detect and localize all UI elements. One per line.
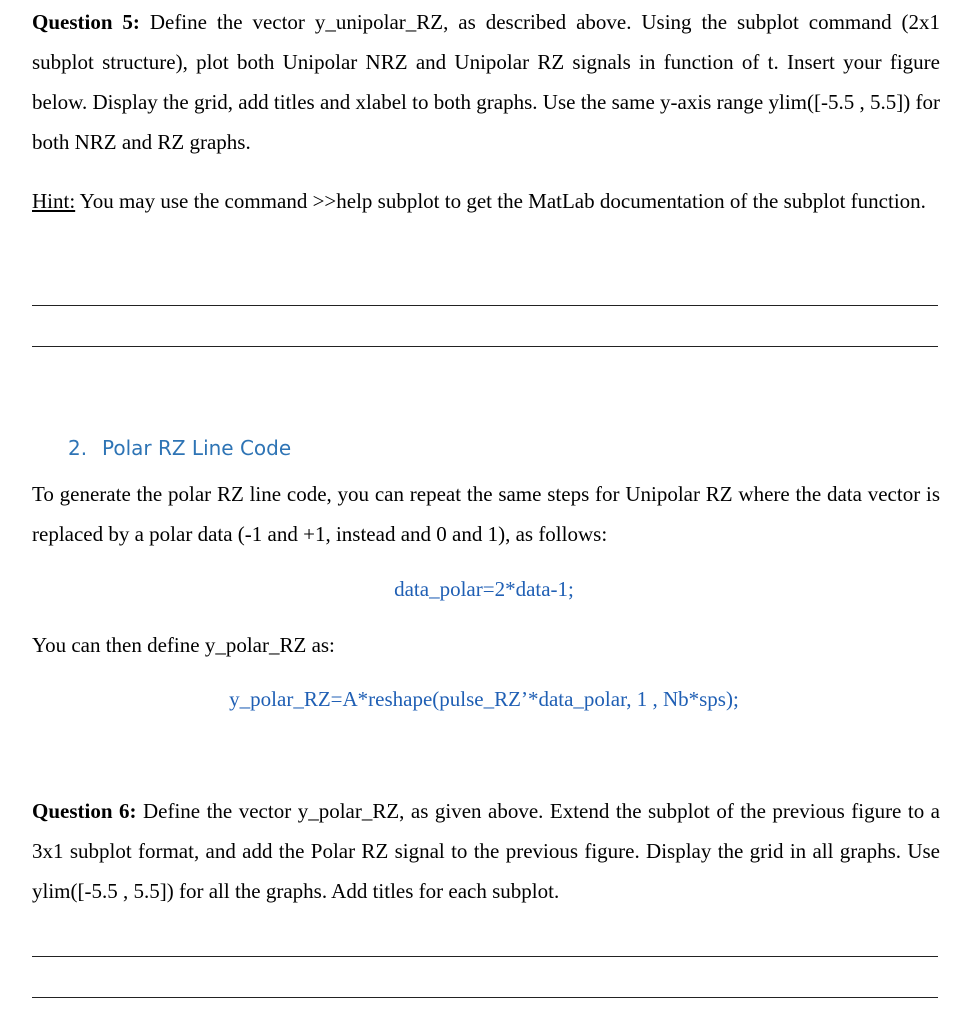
answer-line-1 [32, 305, 938, 306]
question-5-text: Define the vector y_unipolar_RZ, as described above. Using the subplot command (2x1 subplot structure), plot both Unipolar NRZ and Unipolar RZ signals in function of t. Insert your figure below. Display the grid, add titles and xlabel to both graphs. Use the same y-axis range ylim([-5.5 , 5.5]) for both NRZ and RZ graphs. [32, 10, 940, 154]
define-paragraph: You can then define y_polar_RZ as: [32, 633, 335, 657]
intro-paragraph: To generate the polar RZ line code, you can repeat the same steps for Unipolar RZ where the data vector is replaced by a polar data (-1 and +1, instead and 0 and 1), as follows: [32, 482, 940, 546]
question-5-label: Question 5: [32, 10, 140, 34]
question-6-text: Define the vector y_polar_RZ, as given above. Extend the subplot of the previous figure to a 3x1 subplot format, and add the Polar RZ signal to the previous figure. Display the grid in all graphs. Use ylim([-5.5 , 5.5]) for all the graphs. Add titles for each subplot. [32, 799, 940, 903]
question-6-label: Question 6: [32, 799, 137, 823]
answer-line-3 [32, 956, 938, 957]
section-heading [68, 434, 291, 462]
code-data-polar: data_polar=2*data-1; [394, 577, 574, 601]
hint-text: You may use the command >>help subplot to get the MatLab documentation of the subplot function. [75, 189, 926, 213]
section-number: 2. [68, 436, 88, 460]
hint-label: Hint: [32, 189, 76, 213]
hint-paragraph [32, 181, 940, 221]
answer-line-4 [32, 997, 938, 998]
question-6-paragraph [32, 791, 940, 911]
section-title: Polar RZ Line Code [102, 436, 292, 460]
answer-line-2 [32, 346, 938, 347]
code-y-polar-rz: y_polar_RZ=A*reshape(pulse_RZ’*data_polar, 1 , Nb*sps); [229, 687, 739, 711]
question-5-paragraph [32, 2, 940, 162]
